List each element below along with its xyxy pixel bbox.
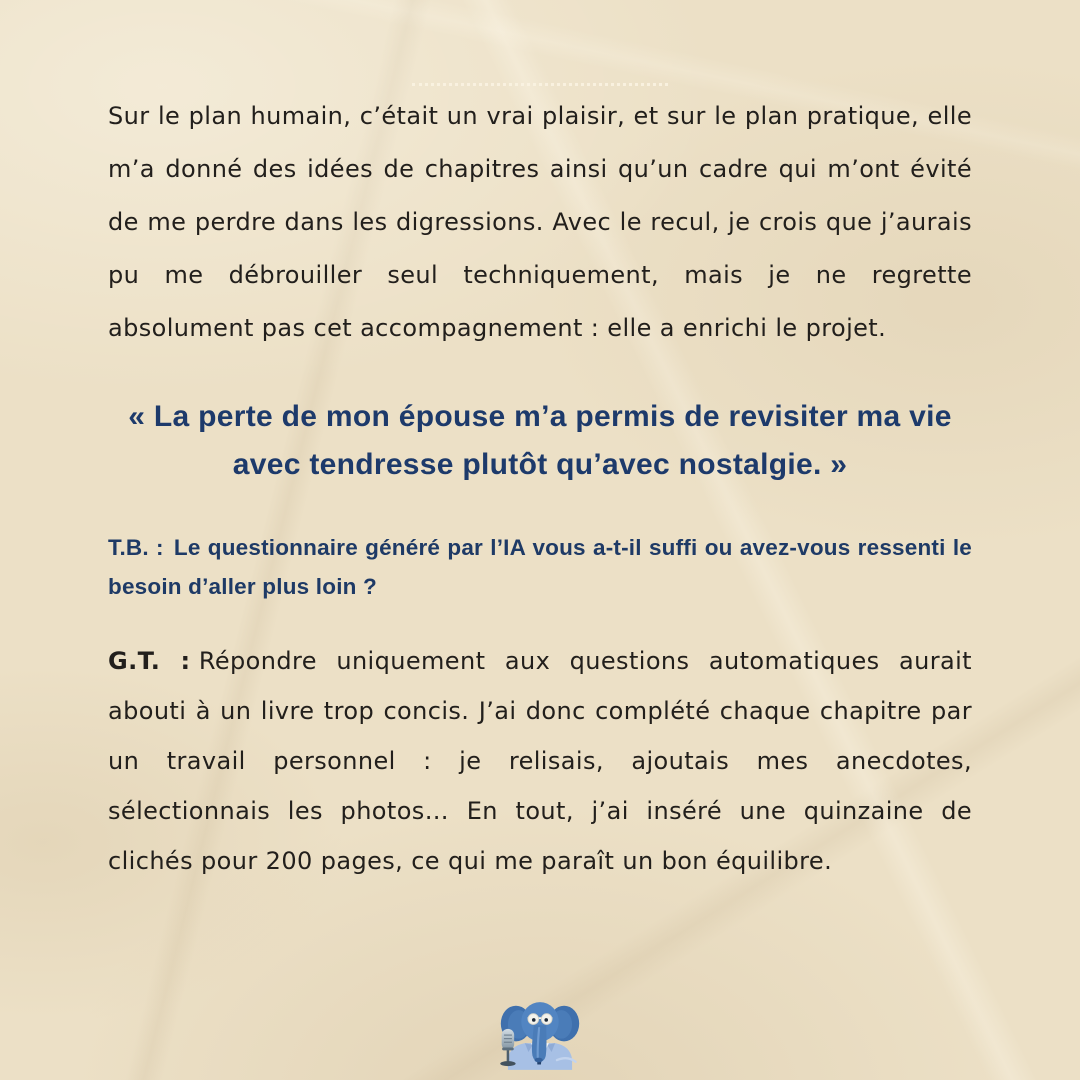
question-speaker-initials: T.B. : xyxy=(108,535,164,560)
interview-question xyxy=(108,528,972,606)
paragraph-intro: Sur le plan humain, c’était un vrai plaisir, et sur le plan pratique, elle m’a donné des idées de chapitres ainsi qu’un cadre qui m’ont évité de me perdre dans les digressions. Avec le recul, je crois que j’aurais pu me débrouiller seul techniquement, mais je ne regrette absolument pas cet accompagnement : elle a enrichi le projet. xyxy=(108,102,972,342)
pull-quote: « La perte de mon épouse m’a permis de revisiter ma vie avec tendresse plutôt qu’avec nostalgie. » xyxy=(128,400,952,481)
answer-speaker-initials: G.T. : xyxy=(108,647,191,675)
question-text: Le questionnaire généré par l’IA vous a-t-il suffi ou avez-vous ressenti le besoin d’aller plus loin ? xyxy=(108,535,972,599)
elephant-mascot-icon xyxy=(491,995,589,1070)
elephant-mascot-svg xyxy=(491,995,589,1070)
answer-text: Répondre uniquement aux questions automatiques aurait abouti à un livre trop concis. J’ai donc complété chaque chapitre par un travail personnel : je relisais, ajoutais mes anecdotes, sélectionnais les photos… En tout, j’ai inséré une quinzaine de clichés pour 200 pages, ce qui me paraît un bon équilibre. xyxy=(108,647,972,875)
interview-answer xyxy=(108,636,972,886)
